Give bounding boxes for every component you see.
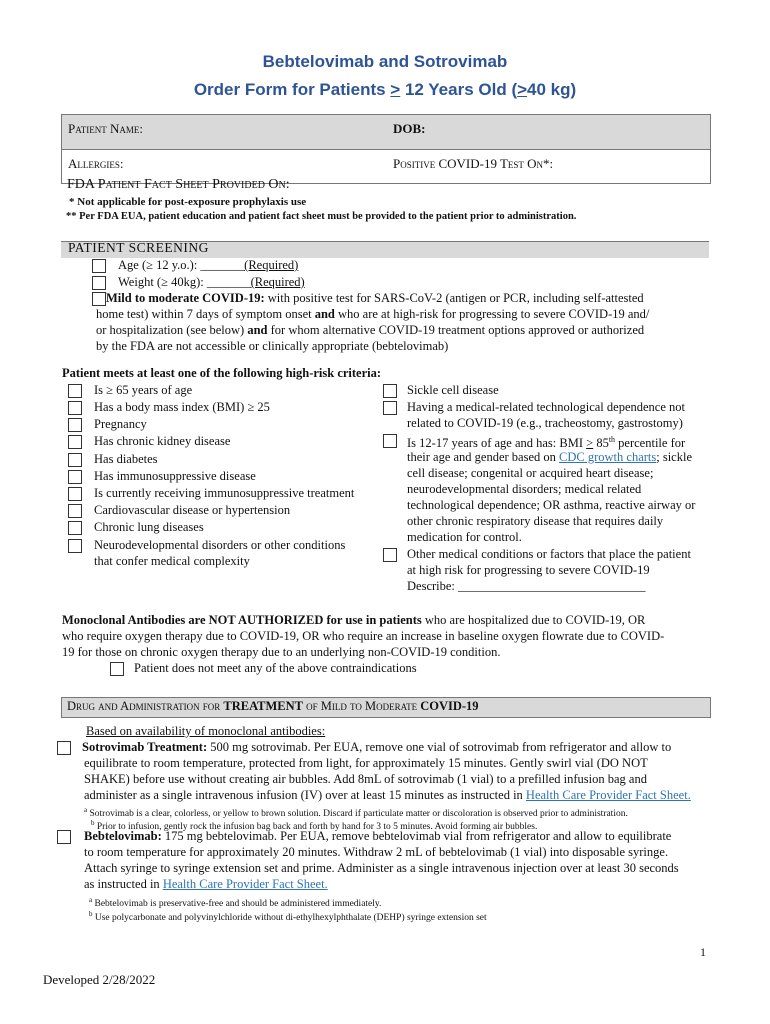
contraindications-checkbox[interactable]	[110, 662, 124, 676]
risk-item-right: Other medical conditions or factors that place the patient	[407, 547, 691, 561]
mild-covid-line-3: or hospitalization (see below) and for whom alternative COVID-19 treatment options approved or authorized	[96, 323, 645, 337]
developed-date: Developed 2/28/2022	[43, 972, 156, 987]
risk-checkbox-neuro[interactable]	[68, 539, 82, 553]
mild-covid-line-1: Mild to moderate COVID-19: with positive test for SARS-CoV-2 (antigen or PCR, including self-attested	[106, 291, 644, 305]
risk-item-right: related to COVID-19 (e.g., tracheostomy, gastrostomy)	[407, 416, 683, 430]
risk-checkbox-bmi[interactable]	[68, 401, 82, 415]
bebtelovimab-note-b: $^b$ Use polycarbonate and polyvinylchloride without di-ethylhexylphthalate (DEHP) syringe extension set	[89, 910, 487, 924]
age-checkbox[interactable]	[92, 259, 106, 273]
patient-info-table	[61, 114, 711, 184]
risk-item: Has chronic kidney disease	[94, 434, 231, 448]
risk-checkbox-immuno-treatment[interactable]	[68, 487, 82, 501]
risk-item-right: at high risk for progressing to severe COVID-19	[407, 563, 650, 577]
risk-checkbox-lung[interactable]	[68, 521, 82, 535]
mild-covid-line-2: home test) within 7 days of symptom onset and who are at high-risk for progressing to severe COVID-19 and/	[96, 307, 650, 321]
risk-item-right: their age and gender based on CDC growth charts; sickle	[407, 450, 693, 464]
risk-item: Neurodevelopmental disorders or other conditions	[94, 538, 346, 552]
note-2: ** Per FDA EUA, patient education and patient fact sheet must be provided to the patient prior to administration.	[66, 211, 577, 222]
drug-header: Drug and Administration for TREATMENT of Mild to Moderate COVID-19	[67, 699, 479, 713]
covid-test-label: Positive COVID-19 Test On*:	[393, 156, 554, 171]
risk-item: Has a body mass index (BMI) ≥ 25	[94, 400, 270, 414]
cdc-growth-charts-link[interactable]: CDC growth charts	[559, 450, 657, 464]
risk-item: Pregnancy	[94, 417, 147, 431]
bebtelovimab-line: as instructed in Health Care Provider Fact Sheet.	[84, 877, 328, 891]
risk-checkbox-immuno-disease[interactable]	[68, 470, 82, 484]
sotrovimab-checkbox[interactable]	[57, 741, 71, 755]
sotrovimab-fact-sheet-link[interactable]: Health Care Provider Fact Sheet.	[525, 788, 691, 802]
risk-item-right: Is 12-17 years of age and has: BMI > 85th percentile for	[407, 435, 686, 451]
dob-label: DOB:	[393, 121, 426, 136]
sotrovimab-line: equilibrate to room temperature, protected from light, for approximately 15 minutes. Gently swirl vial (DO NOT	[84, 756, 648, 770]
risk-checkbox-pregnancy[interactable]	[68, 418, 82, 432]
mab-warning-line-3: 19 for those on chronic oxygen therapy due to an underlying non-COVID-19 condition.	[62, 645, 501, 659]
risk-item: Has diabetes	[94, 452, 158, 466]
risk-checkbox-diabetes[interactable]	[68, 453, 82, 467]
risk-item-right: cell disease; congenital or acquired heart disease;	[407, 466, 654, 480]
bebtelovimab-checkbox[interactable]	[57, 830, 71, 844]
risk-checkbox-sickle-cell[interactable]	[383, 384, 397, 398]
allergies-label: Allergies:	[68, 156, 124, 171]
sotrovimab-line-1: Sotrovimab Treatment: 500 mg sotrovimab. Per EUA, remove one vial of sotrovimab from refrigerator and allow to	[82, 740, 672, 754]
bebtelovimab-line: Attach syringe to syringe extension set and prime. Administer as a single intravenous injection over at least 30 seconds	[84, 861, 679, 875]
risk-checkbox-other[interactable]	[383, 548, 397, 562]
bebtelovimab-fact-sheet-link[interactable]: Health Care Provider Fact Sheet.	[162, 877, 328, 891]
risk-item-right: medication for control.	[407, 530, 522, 544]
risk-checkbox-tech-dependence[interactable]	[383, 401, 397, 415]
sotrovimab-line: SHAKE) before use without creating air bubbles. Add 8mL of sotrovimab (1 vial) to a prefilled infusion bag and	[84, 772, 647, 786]
bebtelovimab-note-a: $^a$ Bebtelovimab is preservative-free and should be administered immediately.	[89, 896, 382, 910]
page-number: 1	[700, 945, 706, 959]
risk-item-right: Having a medical-related technological dependence not	[407, 400, 685, 414]
bebtelovimab-line: to room temperature for approximately 20 minutes. Withdraw 2 mL of bebtelovimab (1 vial) into disposable syringe.	[84, 845, 669, 859]
risk-item-right: technological dependence; OR asthma, reactive airway or	[407, 498, 696, 512]
risk-checkbox-cardio[interactable]	[68, 504, 82, 518]
sotrovimab-line: administer as a single intravenous infusion (IV) over at least 15 minutes as instructed in Health Care Provider Fact Sheet.	[84, 788, 691, 802]
mild-covid-line-4: by the FDA are not accessible or clinically appropriate (bebtelovimab)	[96, 339, 449, 353]
risk-item: Has immunosuppressive disease	[94, 469, 256, 483]
form-subtitle: Order Form for Patients > 12 Years Old (>40 kg)	[193, 80, 577, 99]
weight-checkbox[interactable]	[92, 276, 106, 290]
risk-item: Is ≥ 65 years of age	[94, 383, 193, 397]
risk-item: Is currently receiving immunosuppressive treatment	[94, 486, 355, 500]
risk-checkbox-age65[interactable]	[68, 384, 82, 398]
note-1: * Not applicable for post-exposure prophylaxis use	[69, 196, 307, 208]
contraindications-label: Patient does not meet any of the above contraindications	[134, 661, 417, 675]
risk-checkbox-kidney[interactable]	[68, 435, 82, 449]
sotrovimab-note-a: $^a$ Sotrovimab is a clear, colorless, or yellow to brown solution. Discard if particulate matter or discoloration is observed prior to administration.	[84, 806, 628, 820]
risk-item-right: neurodevelopmental disorders; medical related	[407, 482, 642, 496]
risk-item-right: Sickle cell disease	[407, 383, 499, 397]
availability-note: Based on availability of monoclonal antibodies:	[86, 724, 326, 738]
mab-warning-line-2: who require oxygen therapy due to COVID-19, OR who require an increase in baseline oxygen flowrate due to COVID-	[62, 629, 665, 643]
bebtelovimab-line-1: Bebtelovimab: 175 mg bebtelovimab. Per EUA, remove bebtelovimab vial from refrigerator and allow to equilibrate	[84, 829, 672, 843]
weight-label: Weight (≥ 40kg): _______(Required)	[118, 275, 305, 289]
mab-warning-line-1: Monoclonal Antibodies are NOT AUTHORIZED for use in patients who are hospitalized due to COVID-19, OR	[62, 613, 646, 627]
describe-field[interactable]: Describe: ______________________________	[407, 579, 646, 593]
risk-item: Chronic lung diseases	[94, 520, 204, 534]
sotrovimab-note-b: $^b$ Prior to infusion, gently rock the infusion bag back and forth by hand for 3 to 5 minutes. Avoid forming air bubbles.	[91, 819, 538, 833]
fda-fact-sheet-label: FDA Patient Fact Sheet Provided On:	[67, 177, 290, 192]
screening-header: PATIENT SCREENING	[68, 240, 209, 255]
mild-covid-checkbox[interactable]	[92, 292, 106, 306]
risk-item-continued: that confer medical complexity	[94, 554, 250, 568]
form-title: Bebtelovimab and Sotrovimab	[262, 52, 508, 71]
risk-item-right: other chronic respiratory disease that requires daily	[407, 514, 664, 528]
risk-checkbox-age12-17[interactable]	[383, 434, 397, 448]
patient-name-label: Patient Name:	[68, 121, 143, 136]
risk-item: Cardiovascular disease or hypertension	[94, 503, 291, 517]
risk-header: Patient meets at least one of the following high-risk criteria:	[62, 366, 382, 380]
age-label: Age (≥ 12 y.o.): _______(Required)	[118, 258, 299, 272]
